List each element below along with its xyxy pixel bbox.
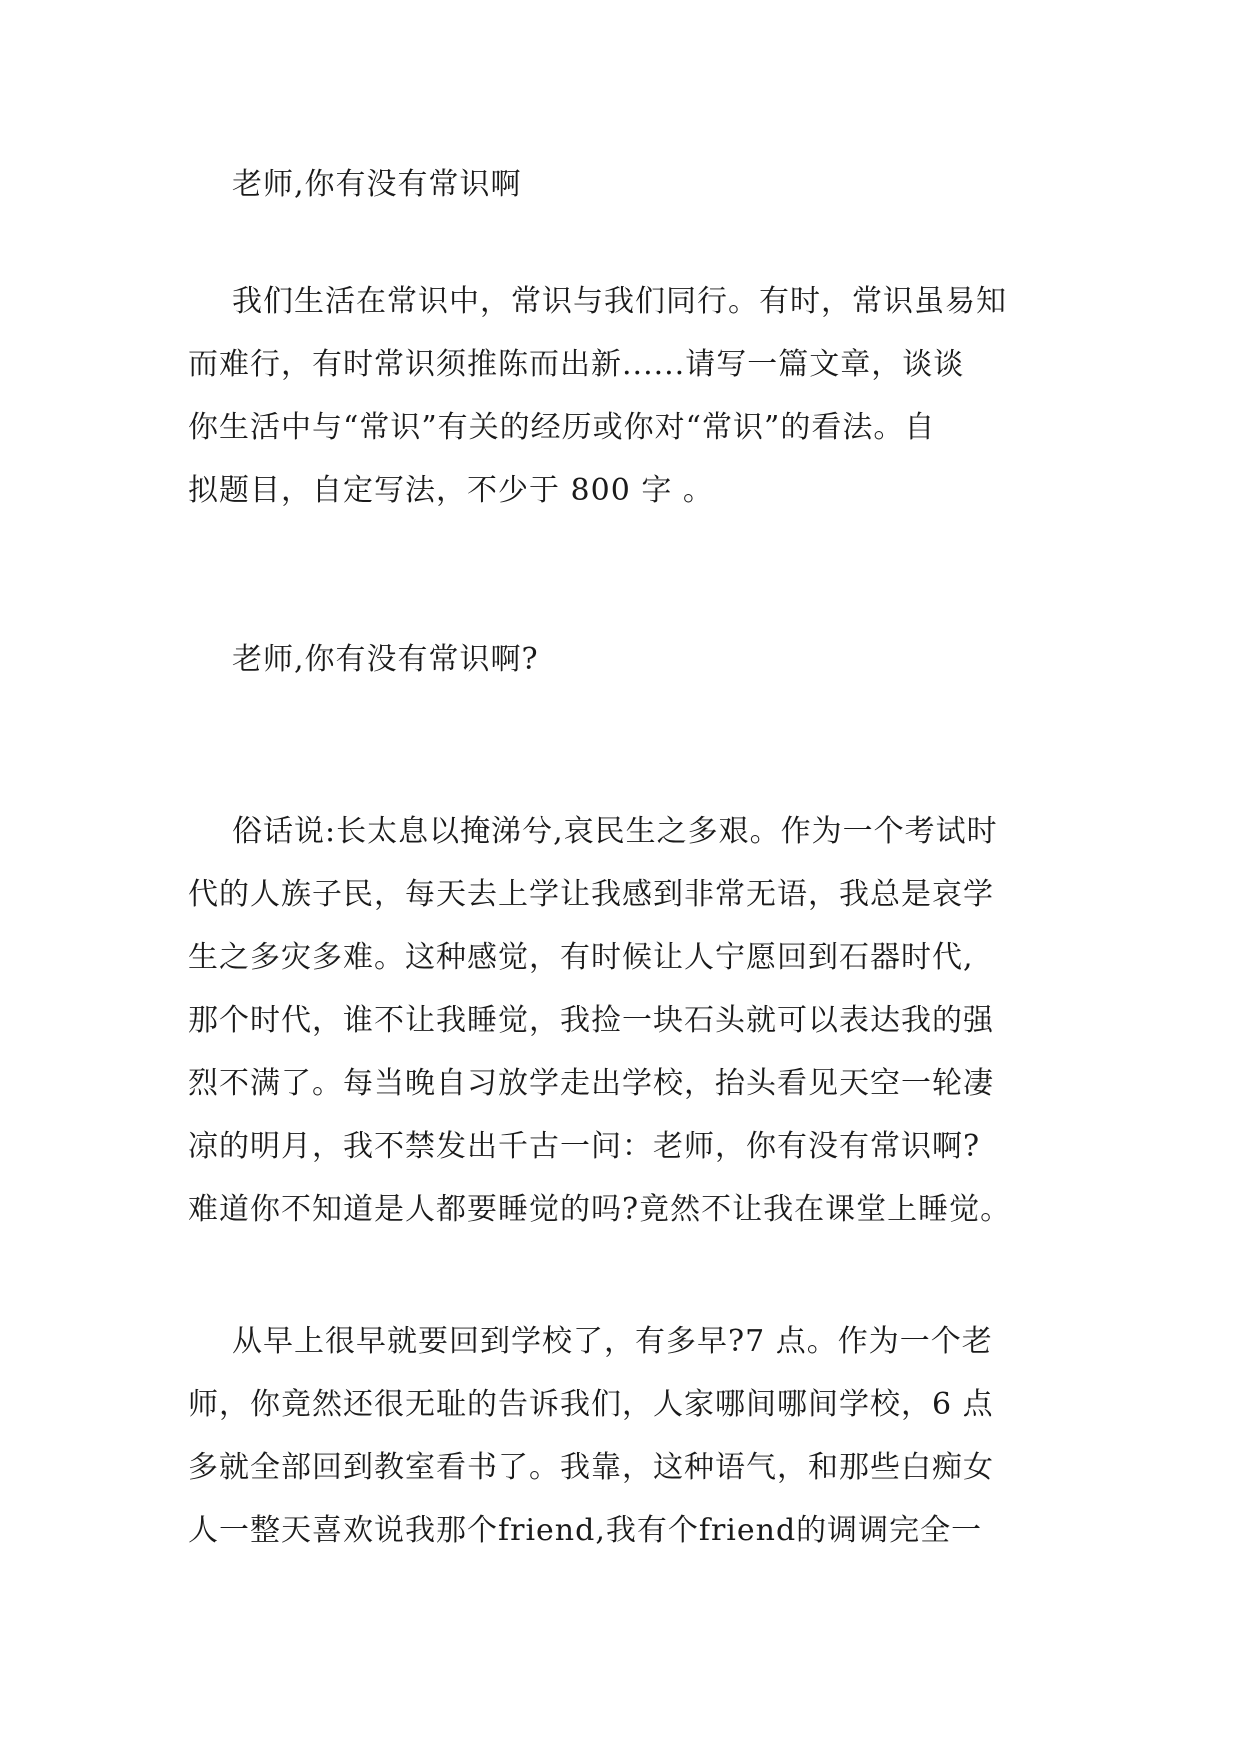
title-text: 老师,你有没有常识啊? bbox=[232, 642, 539, 677]
text-line: 生之多灾多难。这种感觉，有时候让人宁愿回到石器时代, bbox=[188, 940, 974, 975]
text-line: 代的人族子民，每天去上学让我感到非常无语，我总是哀学 bbox=[188, 877, 994, 912]
body-paragraph-2 bbox=[188, 1310, 1068, 1562]
text-line: 而难行，有时常识须推陈而出新......请写一篇文章，谈谈 bbox=[188, 347, 965, 382]
text-line: 那个时代，谁不让我睡觉，我捡一块石头就可以表达我的强 bbox=[188, 1003, 994, 1038]
text-line: 人一整天喜欢说我那个friend,我有个friend的调调完全一 bbox=[188, 1513, 983, 1548]
text-line: 师，你竟然还很无耻的告诉我们，人家哪间哪间学校，6 点 bbox=[188, 1387, 994, 1422]
text-line: 俗话说:长太息以掩涕兮,哀民生之多艰。作为一个考试时 bbox=[232, 814, 998, 849]
text-line: 拟题目，自定写法，不少于 800 字 。 bbox=[188, 473, 714, 508]
title-text: 老师,你有没有常识啊 bbox=[232, 167, 522, 202]
text-line: 凉的明月，我不禁发出千古一问：老师，你有没有常识啊? bbox=[188, 1129, 981, 1164]
text-line: 难道你不知道是人都要睡觉的吗?竟然不让我在课堂上睡觉。 bbox=[188, 1192, 1012, 1227]
essay-title-1 bbox=[188, 153, 1068, 216]
prompt-paragraph bbox=[188, 270, 1068, 522]
text-line: 多就全部回到教室看书了。我靠，这种语气，和那些白痴女 bbox=[188, 1450, 994, 1485]
text-line: 烈不满了。每当晚自习放学走出学校，抬头看见天空一轮凄 bbox=[188, 1066, 994, 1101]
essay-title-2 bbox=[188, 628, 1068, 691]
body-paragraph-1 bbox=[188, 800, 1068, 1241]
text-line: 你生活中与“常识”有关的经历或你对“常识”的看法。自 bbox=[188, 410, 936, 445]
text-line: 我们生活在常识中，常识与我们同行。有时，常识虽易知 bbox=[232, 284, 1007, 319]
text-line: 从早上很早就要回到学校了，有多早?7 点。作为一个老 bbox=[232, 1324, 993, 1359]
